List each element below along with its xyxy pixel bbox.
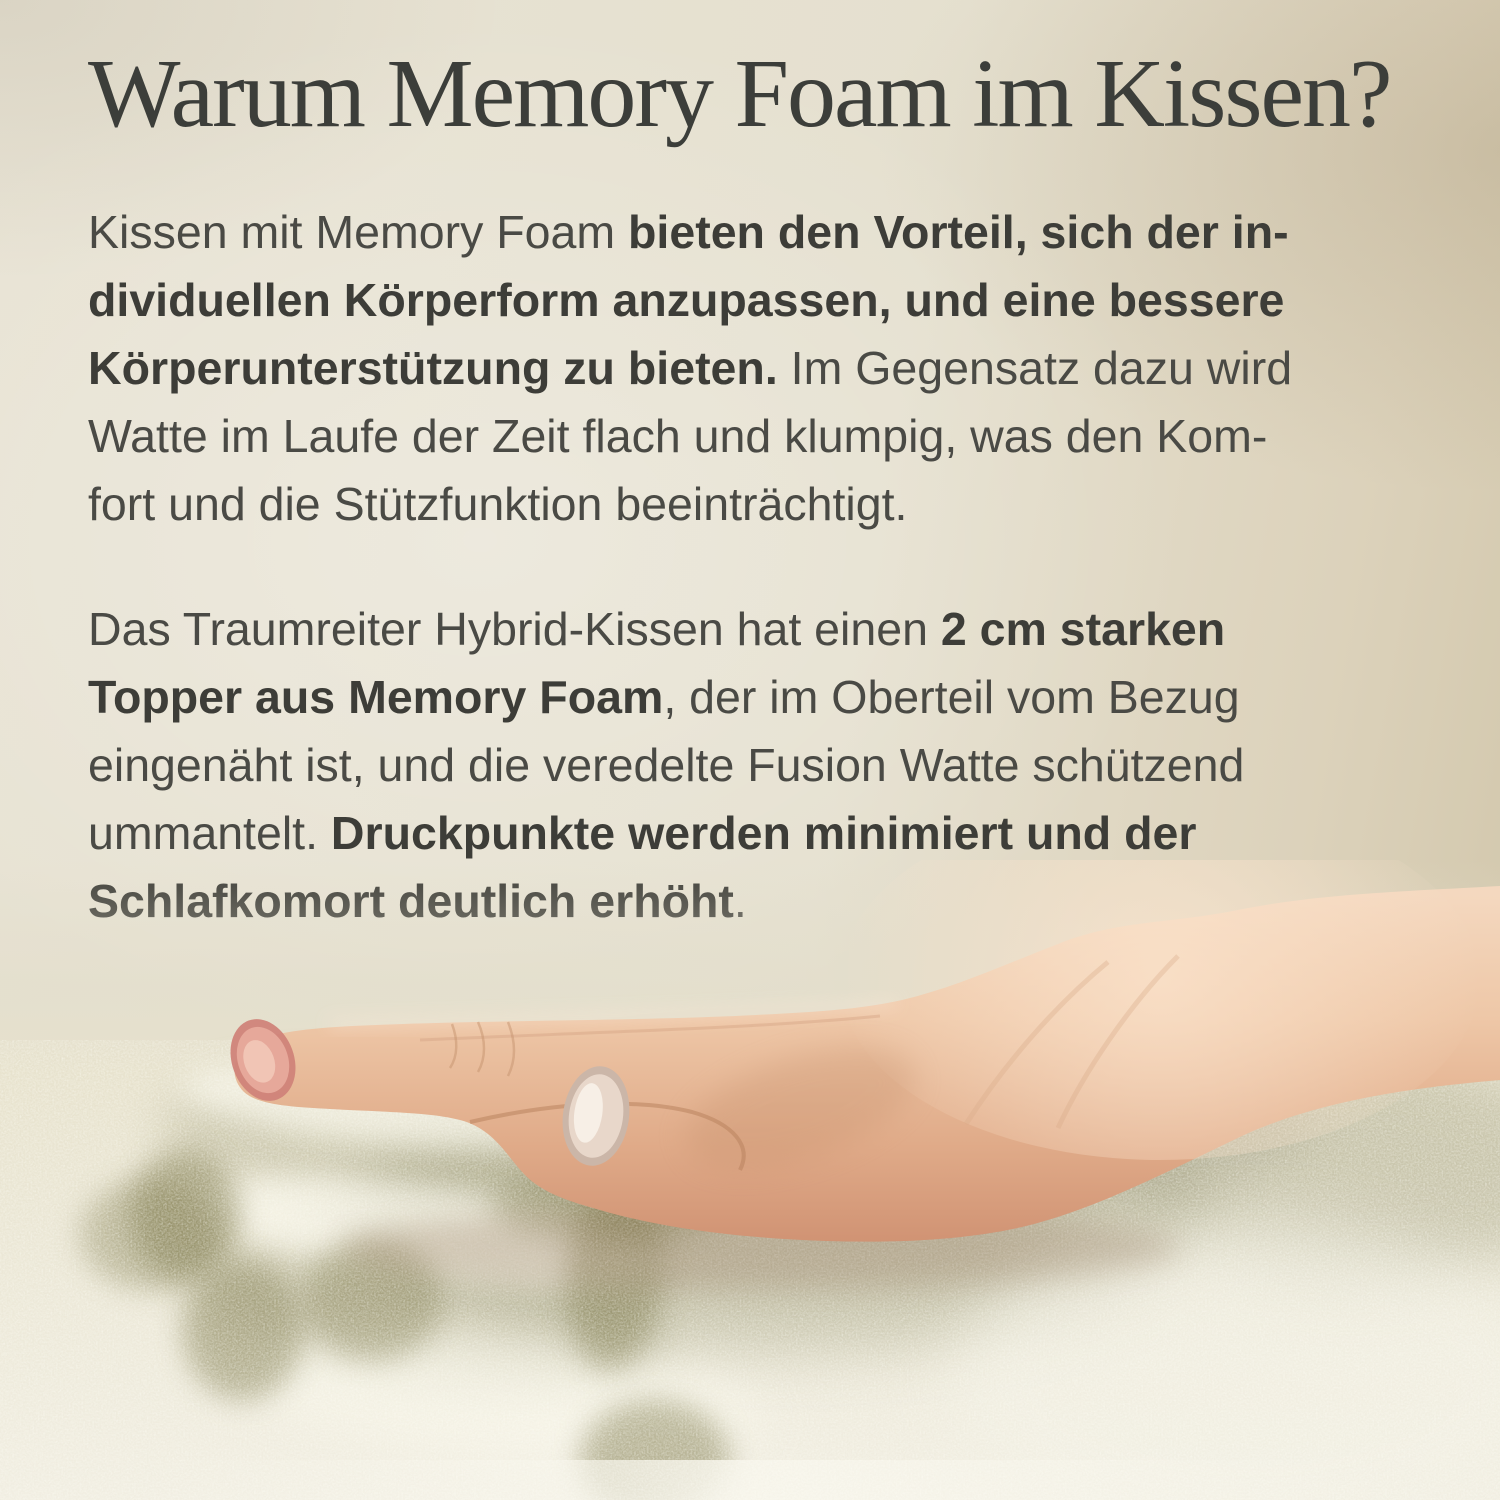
page-title: Warum Memory Foam im Kissen? xyxy=(88,40,1391,148)
text-segment-bold: Topper aus Memory Foam xyxy=(88,670,664,723)
text-block xyxy=(88,42,1448,935)
text-segment: , der im Oberteil vom Bezug xyxy=(663,670,1240,723)
text-line xyxy=(88,799,1448,867)
text-line xyxy=(88,663,1448,731)
text-line xyxy=(88,595,1448,663)
text-segment: Das Traumreiter Hybrid-Kissen hat einen xyxy=(88,602,941,655)
text-line xyxy=(88,198,1448,266)
text-segment: fort und die Stützfunktion beeinträchtigt. xyxy=(88,477,908,530)
text-line xyxy=(88,266,1448,334)
text-line xyxy=(88,334,1448,402)
text-segment-bold: dividuellen Körperform anzupassen, und eine bessere xyxy=(88,273,1285,326)
hand-foam-photo xyxy=(0,860,1500,1500)
text-segment-bold: bieten den Vorteil, sich der in- xyxy=(628,205,1289,258)
text-segment: eingenäht ist, und die veredelte Fusion Watte schützend xyxy=(88,738,1245,791)
text-segment-bold: Körperunterstützung zu bieten. xyxy=(88,341,778,394)
text-segment: ummantelt. xyxy=(88,806,331,859)
paragraph-memory-foam-benefits xyxy=(88,198,1448,538)
text-line xyxy=(88,731,1448,799)
text-line xyxy=(88,402,1448,470)
text-segment: Im Gegensatz dazu wird xyxy=(777,341,1293,394)
text-segment-bold: Druckpunkte werden minimiert und der xyxy=(330,806,1197,859)
text-line xyxy=(88,470,1448,538)
text-segment: Kissen mit Memory Foam xyxy=(88,205,629,258)
text-segment-bold: 2 cm starken xyxy=(940,602,1226,655)
text-segment: Watte im Laufe der Zeit flach und klumpig, was den Kom- xyxy=(88,409,1268,462)
